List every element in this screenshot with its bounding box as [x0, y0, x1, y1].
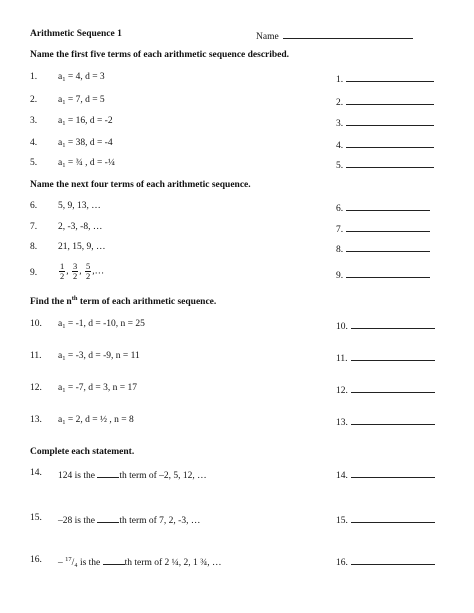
problem-number: 14.	[30, 468, 42, 478]
answer-3[interactable]	[336, 116, 434, 130]
problem-text: $a_1 = 4$, d = 3	[58, 72, 105, 83]
answer-label: 15.	[336, 516, 348, 526]
answer-label: 8.	[336, 245, 344, 255]
problem-number: 2.	[30, 95, 38, 105]
answer-label: 4.	[336, 141, 344, 151]
section-heading-complete: Complete each statement.	[30, 447, 135, 457]
problem-text: –28 is the th term of 7, 2, -3, …	[58, 513, 200, 527]
answer-line	[351, 555, 435, 565]
problem-2	[30, 95, 105, 106]
answer-label: 10.	[336, 322, 348, 332]
problem-16	[30, 555, 222, 568]
problem-text: $a_1$ = ¾ , d = -¼	[58, 158, 115, 169]
answer-label: 16.	[336, 558, 348, 568]
answer-5[interactable]	[336, 158, 434, 172]
answer-line	[346, 242, 430, 252]
problem-text: 21, 15, 9, …	[58, 242, 106, 252]
problem-number: 7.	[30, 222, 38, 232]
problem-number: 3.	[30, 116, 38, 126]
problem-text: $a_1 = 16$, d = -2	[58, 116, 113, 127]
answer-label: 11.	[336, 354, 348, 364]
problem-number: 1.	[30, 72, 38, 82]
problem-9	[30, 261, 105, 281]
problem-number: 15.	[30, 513, 42, 523]
problem-text: $a_1 = 38$, d = -4	[58, 138, 113, 149]
answer-10[interactable]	[336, 319, 435, 333]
problem-5	[30, 158, 115, 169]
section-heading-nth-term: Find the $n^{th}$ term of each arithmetic sequence.	[30, 295, 217, 307]
answer-16[interactable]	[336, 555, 435, 569]
answer-14[interactable]	[336, 468, 435, 482]
problem-number: 9.	[30, 268, 38, 278]
answer-line	[346, 116, 434, 126]
problem-number: 8.	[30, 242, 38, 252]
answer-line	[346, 158, 434, 168]
fraction-1: $\frac{1}{2}$	[60, 261, 65, 281]
answer-line	[351, 383, 435, 393]
answer-label: 9.	[336, 271, 344, 281]
answer-line	[346, 72, 434, 82]
answer-9[interactable]	[336, 268, 430, 282]
problem-text: $a_1 = 7$, d = 5	[58, 95, 105, 106]
problem-number: 11.	[30, 351, 42, 361]
fill-blank[interactable]	[97, 468, 119, 478]
answer-label: 13.	[336, 418, 348, 428]
name-label: Name	[256, 32, 279, 42]
problem-8	[30, 242, 106, 253]
answer-label: 3.	[336, 119, 344, 129]
answer-6[interactable]	[336, 201, 430, 215]
answer-line	[351, 319, 435, 329]
answer-line	[346, 138, 434, 148]
answer-line	[346, 201, 430, 211]
answer-8[interactable]	[336, 242, 430, 256]
answer-label: 12.	[336, 386, 348, 396]
answer-7[interactable]	[336, 222, 430, 236]
problem-number: 4.	[30, 138, 38, 148]
problem-number: 16.	[30, 555, 42, 565]
problem-text: $a_1 = -1$, d = -10, n = 25	[58, 319, 145, 330]
section-heading-next-four: Name the next four terms of each arithmetic sequence.	[30, 180, 251, 190]
answer-label: 6.	[336, 204, 344, 214]
problem-text: 2, -3, -8, …	[58, 222, 103, 232]
answer-4[interactable]	[336, 138, 434, 152]
problem-3	[30, 116, 113, 127]
answer-line	[351, 351, 435, 361]
worksheet-title: Arithmetic Sequence 1	[30, 29, 122, 39]
answer-label: 1.	[336, 75, 344, 85]
problem-text: $a_1 = -3$, d = -9, n = 11	[58, 351, 140, 362]
answer-line	[351, 468, 435, 478]
problem-11	[30, 351, 140, 362]
answer-2[interactable]	[336, 95, 434, 109]
answer-line	[351, 415, 435, 425]
section-heading-first-five: Name the first five terms of each arithmetic sequence described.	[30, 50, 290, 60]
answer-label: 5.	[336, 161, 344, 171]
problem-6	[30, 201, 101, 212]
answer-label: 7.	[336, 225, 344, 235]
problem-number: 10.	[30, 319, 42, 329]
problem-1	[30, 72, 105, 83]
problem-number: 5.	[30, 158, 38, 168]
problem-number: 6.	[30, 201, 38, 211]
problem-text: $a_1 = -7$, d = 3, n = 17	[58, 383, 137, 394]
problem-10	[30, 319, 145, 330]
name-field[interactable]	[256, 29, 413, 43]
answer-11[interactable]	[336, 351, 435, 365]
answer-15[interactable]	[336, 513, 435, 527]
fraction-2: $\frac{3}{2}$	[73, 261, 78, 281]
problem-text: $a_1 = 2$, d = ½ , n = 8	[58, 415, 134, 426]
answer-label: 2.	[336, 98, 344, 108]
problem-text: – $^{17}$/₄ is the th term of 2 ¼, 2, 1 ¾, …	[58, 556, 222, 568]
problem-4	[30, 138, 113, 149]
problem-7	[30, 222, 103, 233]
problem-number: 12.	[30, 383, 42, 393]
fill-blank[interactable]	[103, 555, 125, 565]
problem-14	[30, 468, 207, 481]
problem-12	[30, 383, 137, 394]
problem-15	[30, 513, 201, 526]
problem-text: $\frac{1}{2}$ , $\frac{3}{2}$ , $\frac{5}{2}$ ,…	[60, 261, 105, 281]
problem-text: 124 is the th term of –2, 5, 12, …	[58, 468, 207, 482]
answer-13[interactable]	[336, 415, 435, 429]
answer-line	[346, 95, 434, 105]
answer-line	[346, 222, 430, 232]
problem-text: 5, 9, 13, …	[58, 201, 101, 211]
answer-label: 14.	[336, 471, 348, 481]
name-line	[283, 29, 413, 39]
problem-number: 13.	[30, 415, 42, 425]
answer-line	[351, 513, 435, 523]
answer-12[interactable]	[336, 383, 435, 397]
answer-line	[346, 268, 430, 278]
fraction-3: $\frac{5}{2}$	[86, 261, 91, 281]
problem-13	[30, 415, 134, 426]
fill-blank[interactable]	[97, 513, 119, 523]
answer-1[interactable]	[336, 72, 434, 86]
